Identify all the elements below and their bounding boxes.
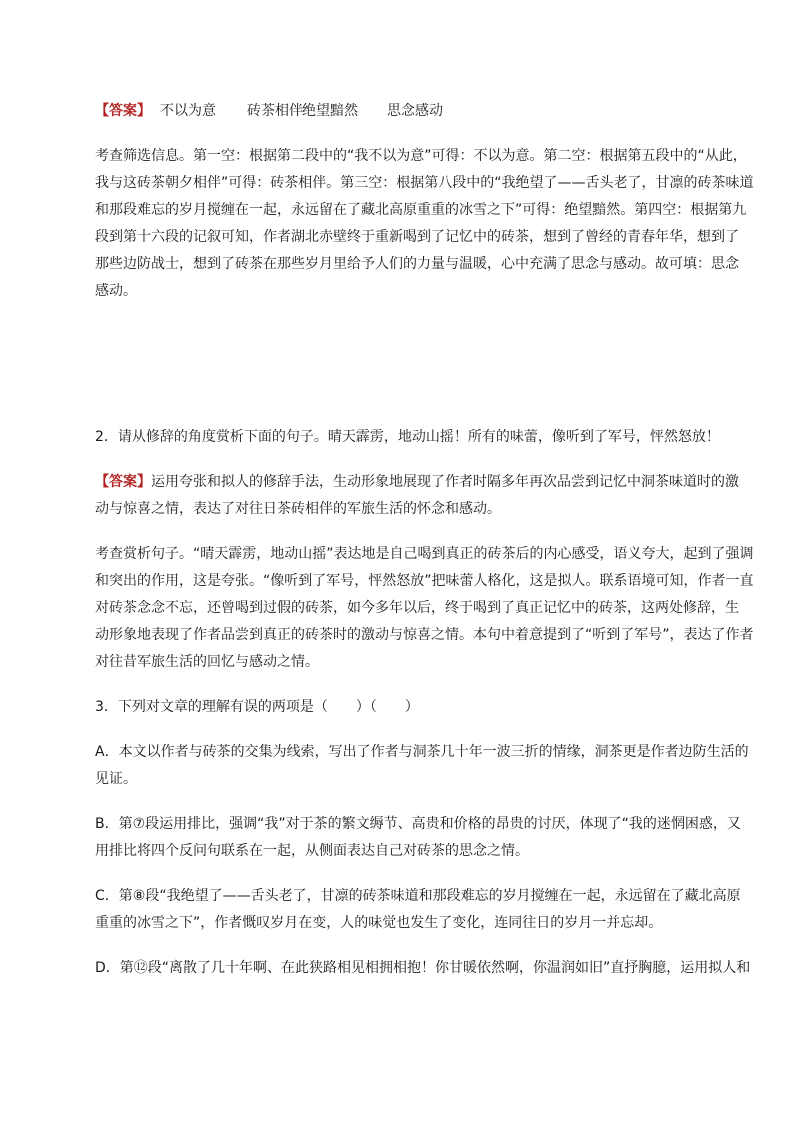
explanation-line: 动形象地表现了作者品尝到真正的砖茶时的激动与惊喜之情。本句中着意提到了“听到了军号”，表达了作者	[95, 627, 754, 643]
option-c: 重重的冰雪之下”，作者慨叹岁月在变，人的味觉也发生了变化，连同往日的岁月一并忘却。	[95, 915, 663, 931]
option-b: 用排比将四个反问句联系在一起，从侧面表达自己对砖茶的思念之情。	[95, 843, 529, 859]
explanation-line: 考查赏析句子。“晴天霹雳，地动山摇”表达地是自己喝到真正的砖茶后的内心感受，语义夸大，起到了强调	[95, 546, 754, 562]
answer-word: 思念感动	[387, 103, 443, 119]
answer-line: 动与惊喜之情，表达了对往日茶砖相伴的军旅生活的怀念和感动。	[95, 501, 501, 517]
explanation-line: 和突出的作用，这是夸张。“像听到了军号，怦然怒放”把味蕾人格化，这是拟人。联系语境可知，作者一直	[95, 573, 754, 589]
answer-tag: 【答案】	[95, 474, 151, 490]
answer-tag: 【答案】	[95, 103, 151, 119]
answer-word: 砖茶相伴	[247, 103, 303, 119]
question-3: 3．下列对文章的理解有误的两项是（ ）（ ）	[95, 699, 419, 715]
explanation-line: 我与这砖茶朝夕相伴”可得：砖茶相伴。第三空：根据第八段中的“我绝望了——舌头老了，甘凛的砖茶味道	[95, 175, 754, 191]
option-a: 见证。	[95, 771, 137, 787]
explanation-line: 和那段难忘的岁月搅缠在一起，永远留在了藏北高原重重的冰雪之下”可得：绝望黯然。第四空：根据第九	[95, 202, 747, 218]
explanation-line: 考查筛选信息。第一空：根据第二段中的“我不以为意”可得：不以为意。第二空：根据第五段中的“从此，	[95, 148, 747, 164]
option-b: B．第⑦段运用排比，强调“我”对于茶的繁文缛节、高贵和价格的昂贵的讨厌，体现了“我的迷惘困惑，又	[95, 816, 741, 832]
answer-text: 运用夸张和拟人的修辞手法，生动形象地展现了作者时隔多年再次品尝到记忆中洞茶味道时的激	[151, 474, 739, 490]
option-c: C．第⑧段“我绝望了——舌头老了，甘凛的砖茶味道和那段难忘的岁月搅缠在一起，永远留在了藏北高原	[95, 888, 741, 904]
option-a: A．本文以作者与砖茶的交集为线索，写出了作者与洞茶几十年一波三折的情缘，洞茶更是作者边防生活的	[95, 744, 749, 760]
explanation-line: 感动。	[95, 283, 137, 299]
answer-word: 不以为意	[160, 103, 216, 119]
answer-line	[95, 472, 739, 492]
explanation-line: 对砖茶念念不忘，还曾喝到过假的砖茶，如今多年以后，终于喝到了真正记忆中的砖茶，这两处修辞，生	[95, 600, 739, 616]
explanation-line: 对往昔军旅生活的回忆与感动之情。	[95, 654, 319, 670]
option-d: D．第⑫段“离散了几十年啊、在此狭路相见相拥相抱！你甘暖依然啊，你温润如旧”直抒胸臆，运用拟人和	[95, 960, 751, 976]
answer-word: 绝望黯然	[302, 103, 358, 119]
explanation-line: 段到第十六段的记叙可知，作者湖北赤壁终于重新喝到了记忆中的砖茶，想到了曾经的青春年华，想到了	[95, 229, 739, 245]
explanation-line: 那些边防战士，想到了砖茶在那些岁月里给予人们的力量与温暖，心中充满了思念与感动。故可填：思念	[95, 256, 739, 272]
question-2: 2．请从修辞的角度赏析下面的句子。晴天霹雳，地动山摇！所有的味蕾，像听到了军号，怦然怒放！	[95, 429, 720, 445]
